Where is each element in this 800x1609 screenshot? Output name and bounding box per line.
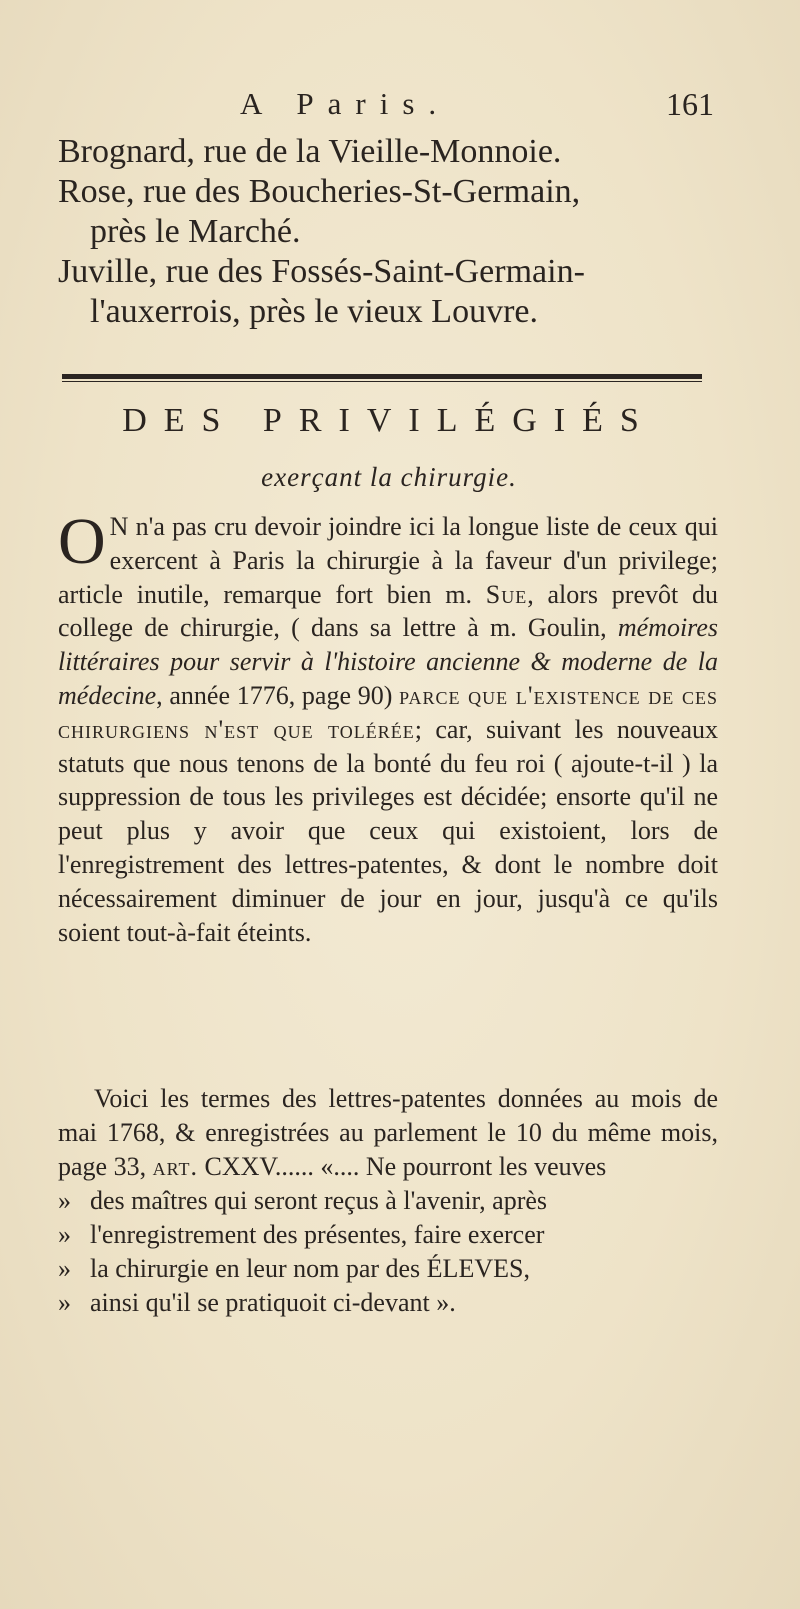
page-number: 161: [666, 86, 714, 122]
para-text: , alors prevôt du college de chirurgie, ( dans sa lettre à m. Goulin,: [58, 579, 718, 643]
quote-mark: »: [58, 1288, 71, 1317]
quote-text: l'enregistrement des présentes, faire exercer: [90, 1220, 545, 1249]
article-label: art.: [152, 1152, 199, 1181]
running-head: [58, 86, 720, 126]
address-line: Rose, rue des Boucheries-St-Germain,: [58, 173, 581, 210]
running-head-title: A Paris.: [240, 86, 451, 121]
address-line: Brognard, rue de la Vieille-Monnoie.: [58, 133, 562, 170]
quote-line: [58, 1252, 718, 1286]
section-divider: [62, 374, 702, 382]
quote-text: la chirurgie en leur nom par des ÉLEVES,: [90, 1254, 530, 1283]
address-line: Juville, rue des Fossés-Saint-Germain-: [58, 253, 585, 290]
quote-mark: »: [58, 1254, 71, 1283]
quote-text: des maîtres qui seront reçus à l'avenir, après: [90, 1186, 548, 1215]
para-text: CXXV...... «.... Ne pourront les veuves: [198, 1152, 607, 1181]
section-heading: DES PRIVILÉGIÉS: [122, 402, 656, 439]
paragraph-letters-patent: [58, 1082, 718, 1320]
para-text: ; car, suivant les nouveaux statuts que nous tenons de la bonté du feu roi ( ajoute-t-il ) la suppression de tous les privileges est décidée; ensorte qu'il ne peut plus y avoir que ceux qui existoient, lors de l'enregistrement des lettres-patentes, & dont le nombre doit nécessairement diminuer de jour en jour, jusqu'à ce qu'ils soient tout-à-fait éteints.: [58, 714, 718, 947]
quote-mark: »: [58, 1220, 71, 1249]
drop-cap: O: [58, 505, 106, 578]
section-subheading: exerçant la chirurgie.: [261, 462, 517, 492]
address-line: l'auxerrois, près le vieux Louvre.: [90, 293, 538, 330]
quote-text: ainsi qu'il se pratiquoit ci-devant ».: [90, 1288, 456, 1317]
quote-mark: »: [58, 1186, 71, 1215]
address-list: [58, 132, 718, 332]
address-line: près le Marché.: [90, 213, 301, 250]
emphasis-caps: parce que l'existence de ces chirurgiens n'est que tolérée: [58, 680, 718, 744]
para-text: , année 1776, page 90): [156, 680, 400, 710]
book-title: mémoires littéraires pour servir à l'histoire ancienne & moderne de la médecine: [58, 613, 718, 710]
para-text: Voici les termes des lettres-patentes données au mois de mai 1768, & enregistrées au parlement le 10 du même mois, page 33,: [58, 1084, 718, 1181]
paragraph-privileges: [58, 505, 718, 949]
quote-line: [58, 1286, 718, 1320]
quote-line: [58, 1218, 718, 1252]
quote-line: [58, 1184, 718, 1218]
person-name: Sue: [485, 579, 528, 609]
para-text: N n'a pas cru devoir joindre ici la longue liste de ceux qui exercent à Paris la chirurgie à la faveur d'un privilege; article inutile, remarque fort bien m.: [58, 512, 718, 609]
